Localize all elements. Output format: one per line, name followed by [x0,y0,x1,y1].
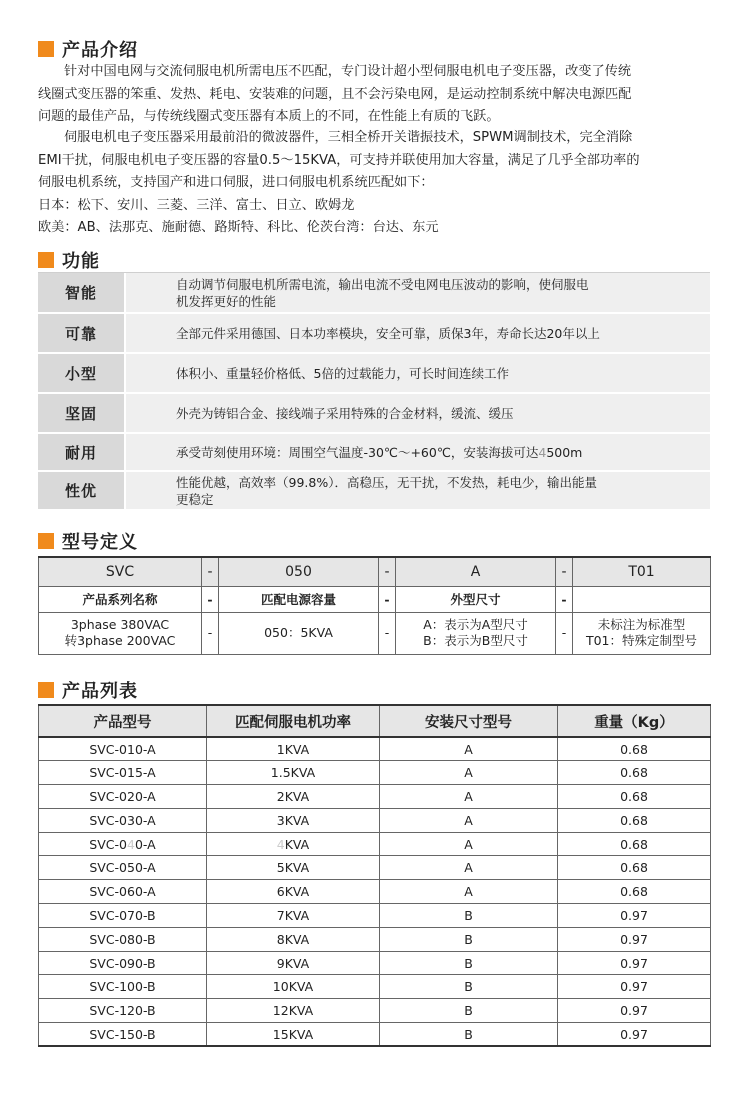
features-title: 功能 [62,251,100,272]
table-row [39,832,711,856]
table-row [39,999,711,1023]
weight-cell: 0.68 [558,856,711,880]
model-def-title: 型号定义 [62,532,138,553]
separator-cell: - [556,557,573,586]
separator-cell: - [379,612,396,654]
feature-value [126,354,710,392]
model-code-row [39,557,711,586]
table-row [39,904,711,928]
product-list-header-row [39,705,711,737]
weight-cell: 0.97 [558,1023,711,1047]
feature-key: 小型 [38,354,124,392]
model-code-cell: T01 [573,557,711,586]
features-heading [38,247,100,273]
power-cell: 15KVA [207,1023,380,1047]
weight-cell: 0.97 [558,999,711,1023]
separator-cell: - [202,557,219,586]
separator-cell: - [379,557,396,586]
text-line: 体积小、重量轻价格低、5倍的过载能力，可长时间连续工作 [176,365,509,381]
feature-key: 耐用 [38,434,124,470]
size-cell: B [380,904,558,928]
table-row [39,1023,711,1047]
intro-paragraph-1 [38,61,714,129]
table-row [39,880,711,904]
model-cell: SVC-020-A [39,785,207,809]
text-line: T01：特殊定制型号 [585,633,698,648]
feature-key: 智能 [38,273,124,312]
size-cell: A [380,808,558,832]
column-header: 匹配伺服电机功率 [207,705,380,737]
text-segment: SVC-0 [89,836,127,852]
model-code-cell: 050 [219,557,379,586]
power-cell: 10KVA [207,975,380,999]
table-row [39,856,711,880]
power-cell: 8KVA [207,927,380,951]
size-cell: A [380,761,558,785]
size-cell: B [380,1023,558,1047]
power-cell: 6KVA [207,880,380,904]
model-detail-cell [396,612,556,654]
separator-cell: - [202,612,219,654]
feature-row [38,314,710,354]
text-line: EMI干扰，伺服电机电子变压器的容量0.5～15KVA，可支持并联使用加大容量，满足了几乎全部功率的 [38,152,640,168]
text-line: 欧美：AB、法那克、施耐德、路斯特、科比、伦茨台湾：台达、东元 [38,220,439,235]
text-line: 更稳定 [176,491,214,507]
size-cell: B [380,927,558,951]
text-line: A：表示为A型尺寸 [423,617,528,632]
feature-value [126,472,710,509]
model-meaning-cell: 匹配电源容量 [219,586,379,612]
size-cell: A [380,880,558,904]
model-cell: SVC-070-B [39,904,207,928]
feature-key: 性优 [38,472,124,509]
table-row [39,737,711,761]
weight-cell: 0.68 [558,761,711,785]
power-cell: 3KVA [207,808,380,832]
product-list-heading [38,677,138,703]
feature-row [38,472,710,511]
orange-square-icon [38,252,54,268]
weight-cell: 0.68 [558,785,711,809]
text-line: B：表示为B型尺寸 [423,633,528,648]
size-cell: B [380,951,558,975]
power-cell: 9KVA [207,951,380,975]
power-cell [207,832,380,856]
table-row [39,808,711,832]
feature-row [38,273,710,314]
model-cell: SVC-030-A [39,808,207,832]
text-segment: 500m [546,444,583,460]
size-cell: B [380,975,558,999]
model-meaning-cell: 外型尺寸 [396,586,556,612]
separator-cell: - [556,586,573,612]
model-code-cell: SVC [39,557,202,586]
faded-digit: 4 [276,836,285,852]
weight-cell: 0.68 [558,808,711,832]
weight-cell: 0.97 [558,975,711,999]
model-cell: SVC-150-B [39,1023,207,1047]
intro-title: 产品介绍 [62,40,138,61]
text-line: 自动调节伺服电机所需电流，输出电流不受电网电压波动的影响，使伺服电 [176,276,589,292]
feature-key: 坚固 [38,394,124,432]
text-line: 转3phase 200VAC [64,633,176,648]
model-cell: SVC-090-B [39,951,207,975]
model-definition-table [38,556,711,655]
product-list-title: 产品列表 [62,681,138,702]
weight-cell: 0.68 [558,880,711,904]
power-cell: 1KVA [207,737,380,761]
text-line: 针对中国电网与交流伺服电机所需电压不匹配，专门设计超小型伺服电机电子变压器，改变了传统 [64,64,632,79]
size-cell: A [380,856,558,880]
model-cell: SVC-060-A [39,880,207,904]
features-table [38,272,710,511]
power-cell: 5KVA [207,856,380,880]
power-cell: 2KVA [207,785,380,809]
model-code-cell: A [396,557,556,586]
text-line: 3phase 380VAC [70,617,170,632]
separator-cell: - [202,586,219,612]
model-cell: SVC-050-A [39,856,207,880]
table-row [39,951,711,975]
orange-square-icon [38,41,54,57]
weight-cell: 0.97 [558,904,711,928]
model-meaning-cell [573,586,711,612]
separator-cell: - [556,612,573,654]
power-cell: 12KVA [207,999,380,1023]
intro-heading [38,36,138,62]
model-detail-row [39,612,711,654]
text-line: 线圈式变压器的笨重、发热、耗电、安装难的问题，且不会污染电网，是运动控制系统中解决电源匹配 [38,86,632,102]
feature-row [38,434,710,472]
model-detail-cell: 050：5KVA [219,612,379,654]
text-line: 伺服电机电子变压器采用最前沿的微波器件，三相全桥开关谐振技术，SPWM调制技术，完全消除 [64,130,633,145]
feature-value [126,273,710,312]
feature-row [38,394,710,434]
intro-paragraph-2 [38,127,714,240]
table-row [39,975,711,999]
table-row [39,785,711,809]
product-list-body [39,737,711,1046]
size-cell: B [380,999,558,1023]
model-detail-cell [39,612,202,654]
feature-key: 可靠 [38,314,124,352]
product-list-table [38,704,711,1047]
text-line: 机发挥更好的性能 [176,293,277,309]
column-header: 安装尺寸型号 [380,705,558,737]
faded-digit: 4 [126,836,135,852]
orange-square-icon [38,682,54,698]
text-line: 全部元件采用德国、日本功率模块，安全可靠，质保3年，寿命长达20年以上 [176,325,600,341]
column-header: 重量（Kg） [558,705,711,737]
text-line: 伺服电机系统，支持国产和进口伺服，进口伺服电机系统匹配如下： [38,175,434,190]
text-line: 日本：松下、安川、三菱、三洋、富士、日立、欧姆龙 [38,197,355,213]
model-cell: SVC-100-B [39,975,207,999]
text-line: 问题的最佳产品，与传统线圈式变压器有本质上的不同，在性能上有质的飞跃。 [38,109,500,124]
size-cell: A [380,785,558,809]
model-def-heading [38,528,138,554]
text-segment: 承受苛刻使用环境：周围空气温度-30℃～+60℃，安装海拔可达 [176,444,539,460]
text-line: 外壳为铸铝合金、接线端子采用特殊的合金材料，缓流、缓压 [176,405,514,421]
column-header: 产品型号 [39,705,207,737]
size-cell: A [380,832,558,856]
weight-cell: 0.97 [558,951,711,975]
separator-cell: - [379,586,396,612]
weight-cell: 0.97 [558,927,711,951]
text-line: 性能优越，高效率（99.8%）．高稳压，无干扰，不发热，耗电少，输出能量 [176,474,597,490]
feature-value [126,434,710,470]
power-cell: 7KVA [207,904,380,928]
feature-row [38,354,710,394]
feature-value [126,314,710,352]
faded-digit: 4 [538,444,547,460]
model-detail-cell [573,612,711,654]
table-row [39,761,711,785]
model-cell: SVC-015-A [39,761,207,785]
model-cell: SVC-010-A [39,737,207,761]
text-segment: KVA [284,836,310,852]
text-segment: 0-A [134,836,156,852]
table-row [39,927,711,951]
model-cell: SVC-120-B [39,999,207,1023]
weight-cell: 0.68 [558,737,711,761]
weight-cell: 0.68 [558,832,711,856]
model-cell [39,832,207,856]
size-cell: A [380,737,558,761]
text-line: 未标注为标准型 [597,617,686,632]
model-meaning-cell: 产品系列名称 [39,586,202,612]
model-meaning-row [39,586,711,612]
feature-value [126,394,710,432]
orange-square-icon [38,533,54,549]
model-cell: SVC-080-B [39,927,207,951]
power-cell: 1.5KVA [207,761,380,785]
